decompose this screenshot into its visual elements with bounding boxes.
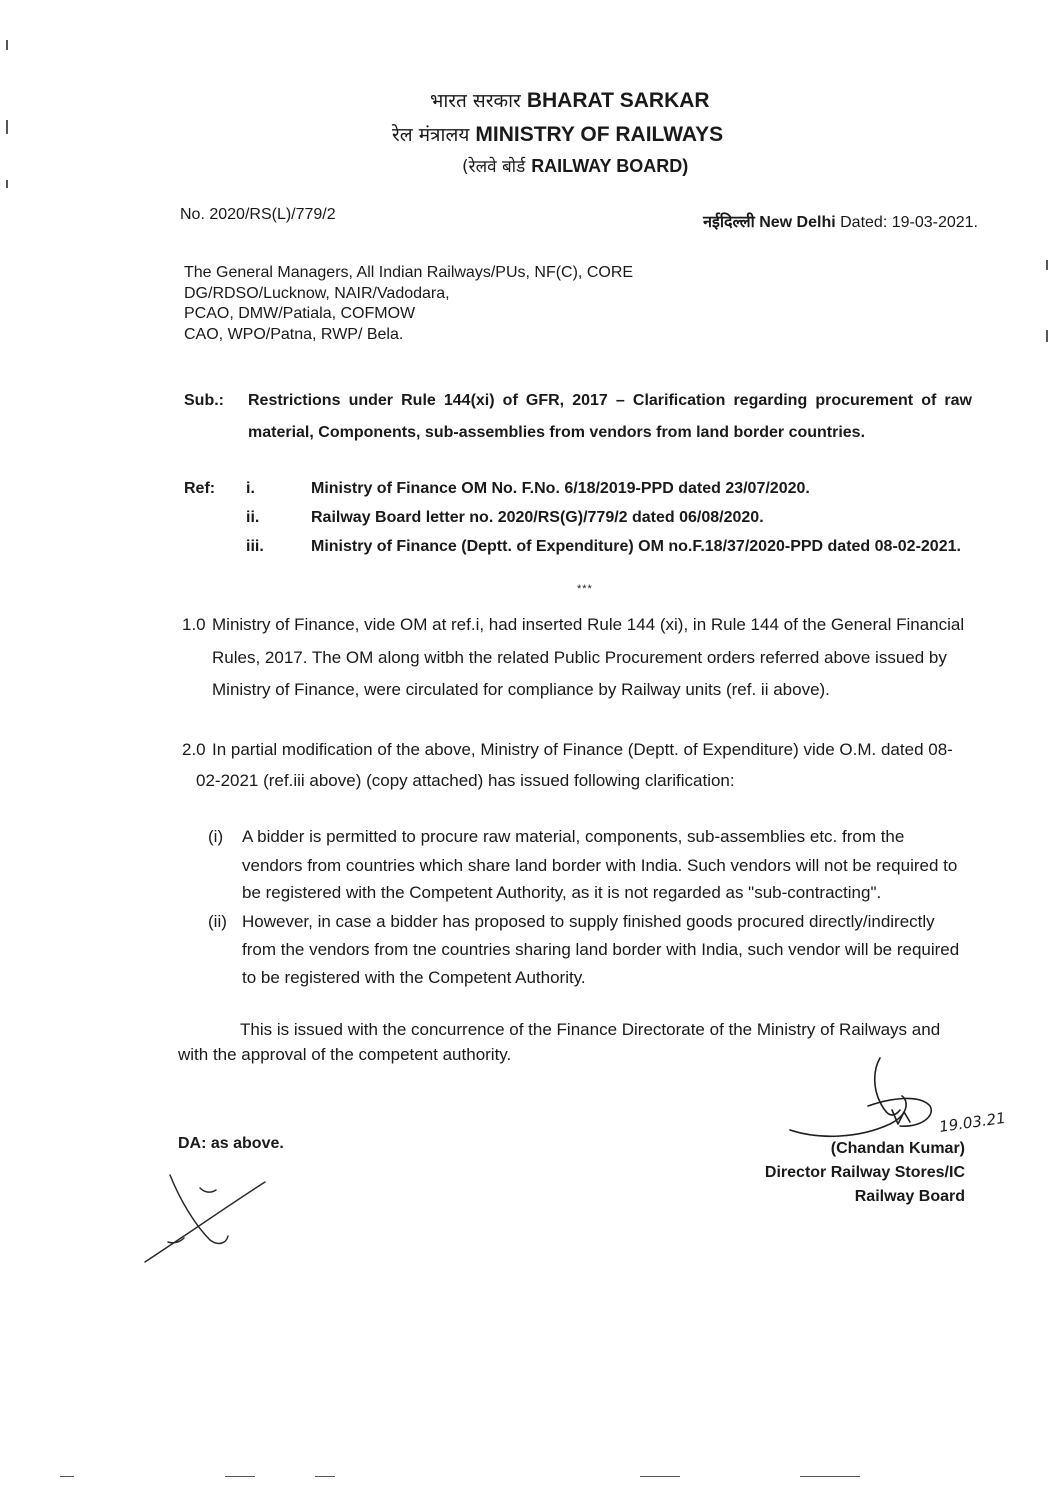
reference-text: Railway Board letter no. 2020/RS(G)/779/2 dated 06/08/2020.: [311, 509, 764, 526]
clause-line: from the vendors from tne countries sharing land border with India, such vendor will be required: [242, 940, 960, 959]
separator-stars: ***: [577, 583, 593, 595]
signatory-designation: Director Railway Stores/IC: [764, 1164, 965, 1181]
scan-speck: [640, 1476, 680, 1477]
para-2-line: In partial modification of the above, Ministry of Finance (Deptt. of Expenditure) vide O.M. dated 08-: [212, 740, 953, 759]
enclosure-note: DA: as above.: [178, 1135, 284, 1152]
concurrence-line: This is issued with the concurrence of the Finance Directorate of the Ministry of Railways and: [240, 1020, 941, 1039]
subject-line-2: material, Components, sub-assemblies from vendors from land border countries.: [248, 424, 866, 441]
para-1-line: Ministry of Finance, were circulated for compliance by Railway units (ref. ii above).: [212, 680, 830, 699]
clause-number: (i): [208, 827, 224, 846]
scan-speck: [6, 180, 8, 188]
reference-number: i.: [246, 480, 255, 497]
header-english-3: RAILWAY BOARD): [531, 156, 689, 176]
para-2-number: 2.0: [182, 740, 206, 759]
letter-date: [660, 210, 978, 232]
addressee-line: The General Managers, All Indian Railways/PUs, NF(C), CORE: [184, 264, 634, 281]
reference-text: Ministry of Finance OM No. F.No. 6/18/2019-PPD dated 23/07/2020.: [311, 480, 810, 497]
header-line-3: [462, 156, 688, 178]
clause-line: to be registered with the Competent Authority.: [242, 968, 586, 987]
reference-number: ii.: [246, 509, 260, 526]
scan-speck: [6, 120, 8, 134]
clause-line: vendors from countries which share land border with India. Such vendors will not be required to: [242, 856, 958, 875]
header-line-2: [392, 122, 723, 147]
scan-speck: [225, 1476, 255, 1477]
subject-label: Sub.:: [184, 392, 224, 409]
header-line-1: [430, 88, 710, 113]
scan-speck: [1046, 330, 1048, 342]
addressee-line: DG/RDSO/Lucknow, NAIR/Vadodara,: [184, 284, 450, 302]
header-hindi-2: रेल मंत्रालय: [392, 124, 470, 146]
signatory-office: Railway Board: [854, 1188, 965, 1205]
date-place: New Delhi: [759, 214, 836, 231]
subject-line-1: Restrictions under Rule 144(xi) of GFR, 2017 – Clarification regarding procurement of raw: [248, 392, 972, 409]
header-english-1: BHARAT SARKAR: [526, 89, 710, 112]
header-english-2: MINISTRY OF RAILWAYS: [475, 123, 724, 146]
signatory-block: [700, 1137, 965, 1209]
addressee-line: PCAO, DMW/Patiala, COFMOW: [184, 305, 416, 322]
signatory-name: (Chandan Kumar): [830, 1140, 965, 1157]
para-1-line: Rules, 2017. The OM along witbh the related Public Procurement orders referred above issued by: [212, 648, 947, 667]
reference-text: Ministry of Finance (Deptt. of Expenditure) OM no.F.18/37/2020-PPD dated 08-02-2021.: [311, 538, 961, 555]
clause-line: A bidder is permitted to procure raw material, components, sub-assemblies etc. from the: [242, 827, 905, 846]
date-hindi: नईदिल्ली: [703, 212, 755, 231]
header-hindi-1: भारत सरकार: [430, 90, 521, 112]
header-hindi-3: (रेलवे बोर्ड: [462, 157, 526, 177]
clause-line: be registered with the Competent Authority, as it is not regarded as "sub-contracting".: [242, 883, 882, 902]
scan-speck: [6, 40, 8, 50]
para-2-line: 02-2021 (ref.iii above) (copy attached) has issued following clarification:: [196, 771, 735, 790]
reference-number: iii.: [246, 538, 264, 555]
addressee-line: CAO, WPO/Patna, RWP/ Bela.: [184, 325, 404, 343]
scan-speck: [800, 1476, 860, 1477]
scan-speck: [1046, 260, 1048, 270]
signature-date: 19.03.21: [938, 1108, 1007, 1136]
concurrence-line: with the approval of the competent authority.: [178, 1045, 512, 1064]
scan-speck: [315, 1476, 335, 1477]
addressee-block: [184, 263, 633, 345]
signature-image: [780, 1050, 1010, 1145]
para-1-number: 1.0: [182, 615, 206, 634]
clause-number: (ii): [208, 912, 227, 931]
initials-mark: [140, 1170, 280, 1270]
date-label: Dated: 19-03-2021.: [840, 214, 978, 231]
para-1-line: Ministry of Finance, vide OM at ref.i, had inserted Rule 144 (xi), in Rule 144 of the General Financial: [212, 615, 965, 634]
letter-number: No. 2020/RS(L)/779/2: [180, 206, 336, 223]
clause-line: However, in case a bidder has proposed to supply finished goods procured directly/indirectly: [242, 912, 935, 931]
reference-label: Ref:: [184, 480, 216, 497]
scan-speck: [60, 1476, 74, 1477]
